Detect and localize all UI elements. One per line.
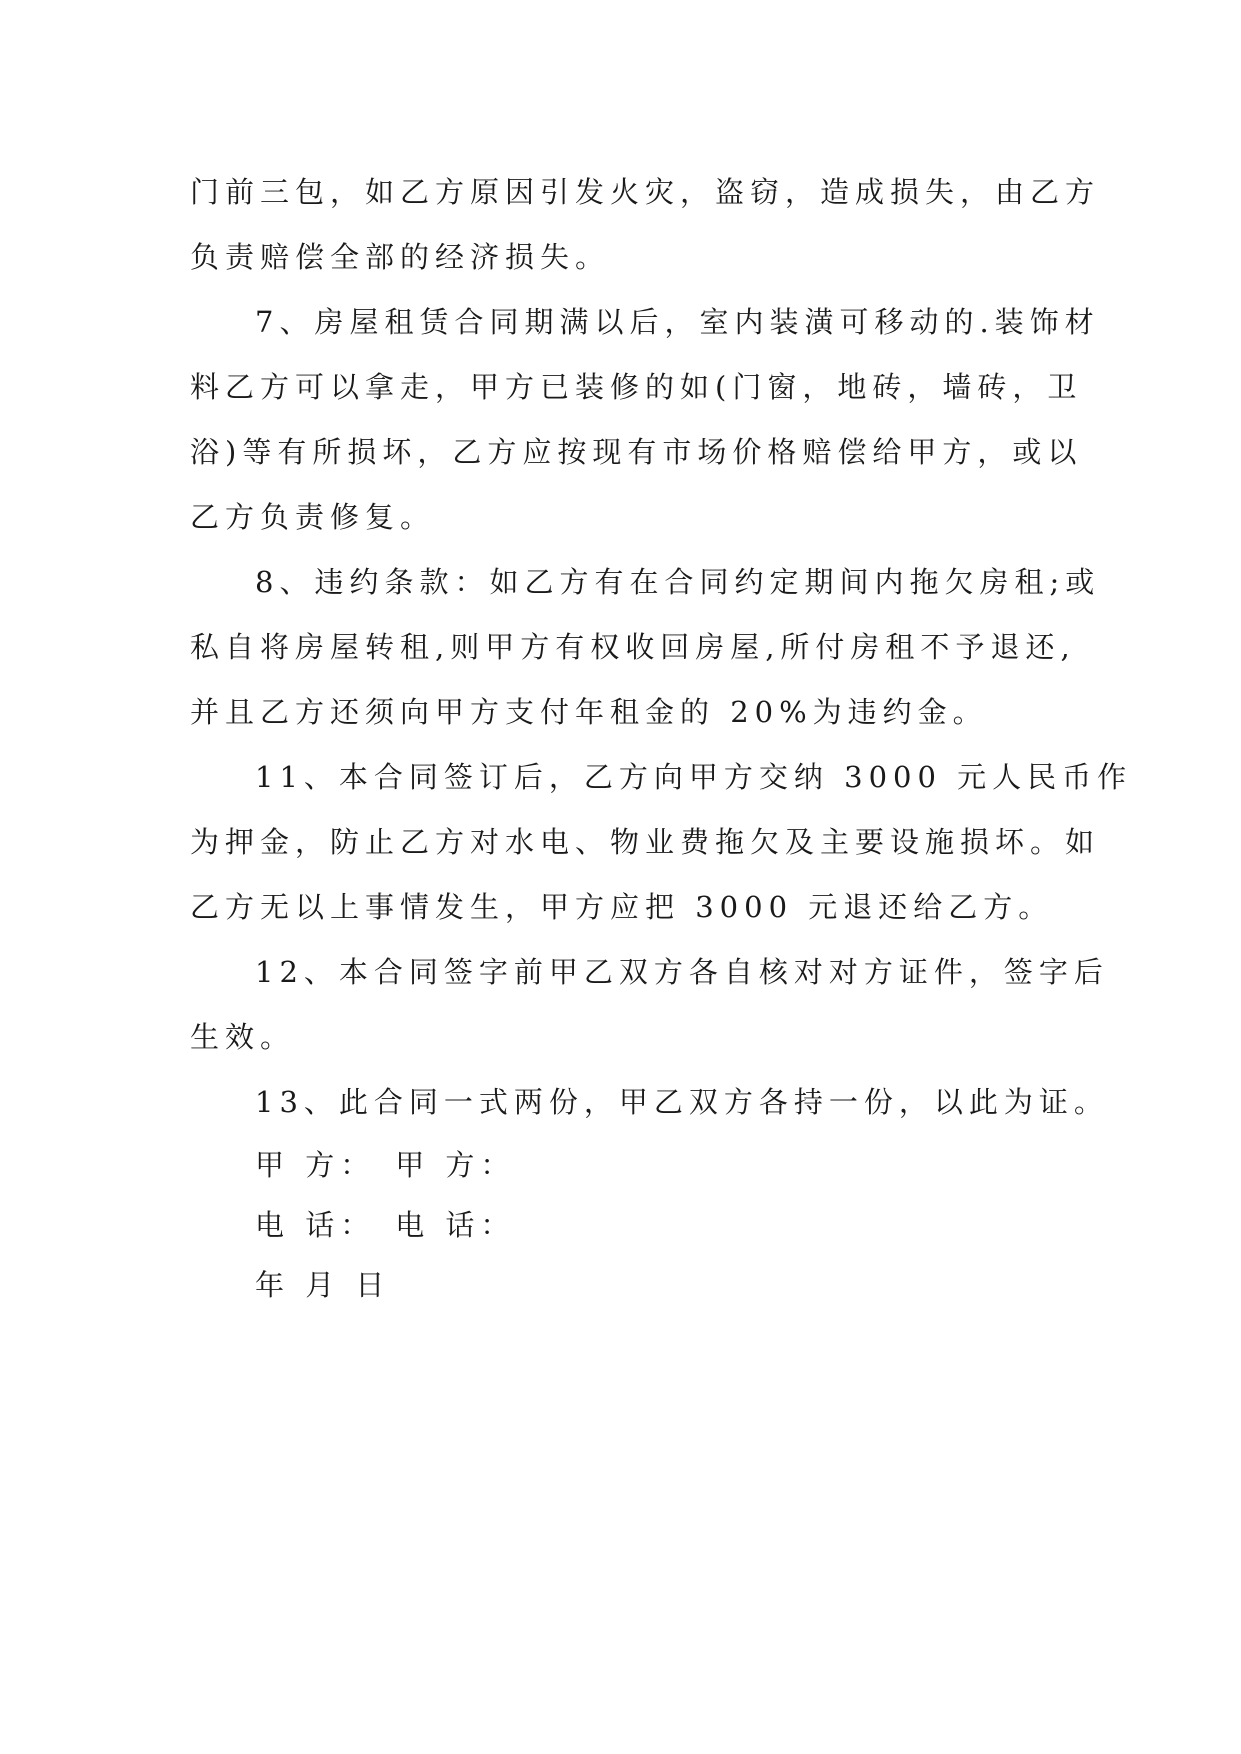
signature-block [190, 1135, 1050, 1315]
text-line: 为押金，防止乙方对水电、物业费拖欠及主要设施损坏。如 [190, 825, 1101, 859]
text-line: 负责赔偿全部的经济损失。 [190, 240, 611, 274]
phone-signature-line [190, 1195, 1050, 1255]
party-a-label: 甲 方： [255, 1148, 376, 1182]
party-signature-line [190, 1135, 1050, 1195]
phone-a-label: 电 话： [255, 1208, 376, 1242]
clause-7: 7、房屋租赁合同期满以后，室内装潢可移动的.装饰材 [255, 305, 1100, 339]
text-line: 乙方无以上事情发生，甲方应把 3000 元退还给乙方。 [190, 890, 1054, 924]
text-line: 并且乙方还须向甲方支付年租金的 20%为违约金。 [190, 695, 988, 729]
clause-12: 12、本合同签字前甲乙双方各自核对对方证件，签字后 [255, 955, 1109, 989]
date-line [190, 1255, 1050, 1315]
text-line: 浴)等有所损坏，乙方应按现有市场价格赔偿给甲方，或以 [190, 435, 1083, 469]
clause-13: 13、此合同一式两份，甲乙双方各持一份，以此为证。 [255, 1085, 1109, 1119]
text-line: 生效。 [190, 1020, 296, 1054]
clause-11: 11、本合同签订后，乙方向甲方交纳 3000 元人民币作 [255, 760, 1133, 794]
text-line: 私自将房屋转租,则甲方有权收回房屋,所付房租不予退还, [190, 630, 1076, 664]
text-line: 门前三包，如乙方原因引发火灾，盗窃，造成损失，由乙方 [190, 175, 1101, 209]
text-line: 料乙方可以拿走，甲方已装修的如(门窗，地砖，墙砖，卫 [190, 370, 1083, 404]
phone-b-label: 电 话： [395, 1208, 516, 1242]
document-body [190, 160, 1133, 1315]
date-label: 年 月 日 [255, 1268, 391, 1302]
clause-8: 8、违约条款：如乙方有在合同约定期间内拖欠房租;或 [255, 565, 1101, 599]
text-line: 乙方负责修复。 [190, 500, 436, 534]
party-b-label: 甲 方： [395, 1148, 516, 1182]
